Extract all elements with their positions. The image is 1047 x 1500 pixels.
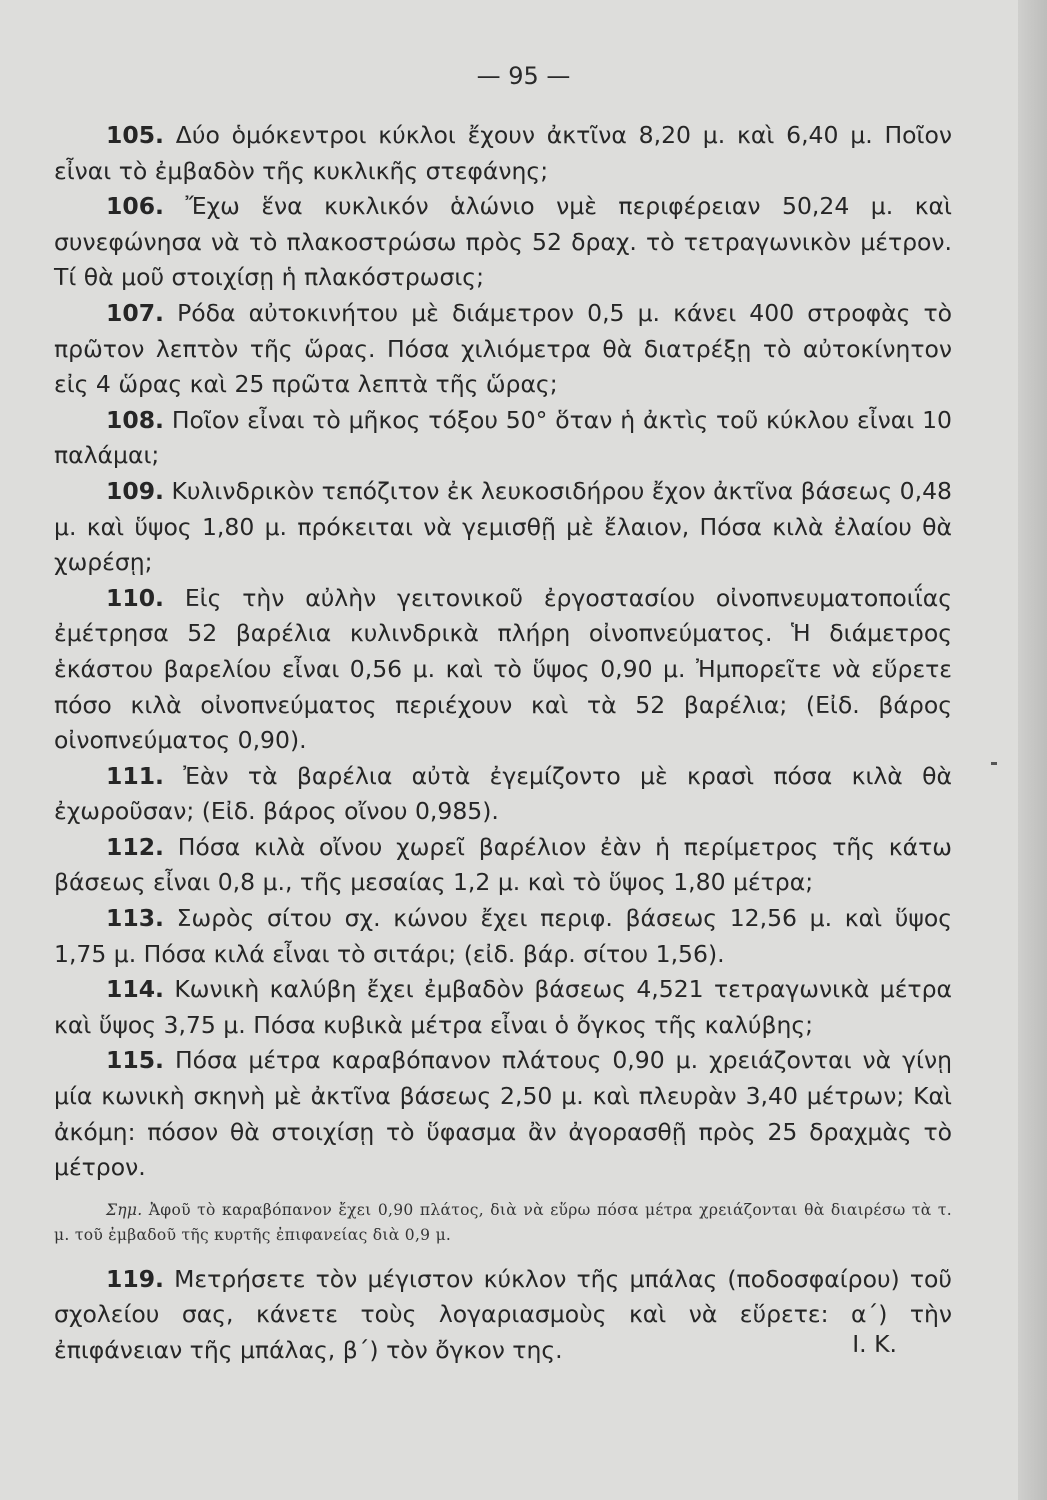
footnote-text: Ἀφοῦ τὸ καραβόπανον ἔχει 0,90 πλάτος, διὰ νὰ εὕρω πόσα μέτρα χρειάζονται θὰ διαιρέσω τὰ τ. μ. τοῦ ἐμβαδοῦ τῆς κυρτῆς ἐπιφανείας διὰ 0,9 μ. [54,1200,952,1244]
problem-110 [54,581,952,759]
problem-105 [54,118,952,189]
problem-115 [54,1043,952,1185]
problem-text: Ποῖον εἶναι τὸ μῆκος τόξου 50° ὅταν ἡ ἀκτὶς τοῦ κύκλου εἶναι 10 παλάμαι; [54,405,952,470]
problem-number: 113. [106,904,164,933]
problem-number: 115. [106,1046,164,1075]
problem-text: Πόσα μέτρα καραβόπανον πλάτους 0,90 μ. χρειάζονται νὰ γίνῃ μία κωνικὴ σκηνὴ μὲ ἀκτῖνα βάσεως 2,50 μ. καὶ πλευρὰν 3,40 μέτρων; Καὶ ἀκόμη: πόσον θὰ στοιχίσῃ τὸ ὕφασμα ἂν ἀγορασθῇ πρὸς 25 δραχμὰς τὸ μέτρον. [54,1046,952,1182]
problem-text: Κωνικὴ καλύβη ἔχει ἐμβαδὸν βάσεως 4,521 τετραγωνικὰ μέτρα καὶ ὕψος 3,75 μ. Πόσα κυβικὰ μέτρα εἶναι ὁ ὄγκος τῆς καλύβης; [54,975,952,1039]
page-number: — 95 — [476,62,571,90]
problem-text: Μετρήσετε τὸν μέγιστον κύκλον τῆς μπάλας (ποδοσφαίρου) τοῦ σχολείου σας, κάνετε τοὺς λογαριασμοὺς καὶ νὰ εὕρετε: α΄) τὴν ἐπιφάνειαν τῆς μπάλας, β΄) τὸν ὄγκον της. [54,1264,952,1364]
footnote-label: Σημ. [106,1200,143,1219]
footnote [54,1198,952,1248]
print-speck [991,762,997,765]
page-body [54,118,952,1369]
problem-119 [54,1262,952,1369]
problem-number: 119. [106,1264,164,1293]
author-initials: Ι. Κ. [852,1330,897,1358]
problem-113 [54,901,952,972]
problem-112 [54,830,952,901]
problem-106 [54,189,952,296]
problem-number: 108. [106,405,164,434]
problem-text: Ρόδα αὐτοκινήτου μὲ διάμετρον 0,5 μ. κάνει 400 στροφὰς τὸ πρῶτον λεπτὸν τῆς ὥρας. Πόσα χιλιόμετρα θὰ διατρέξῃ τὸ αὐτοκίνητον εἰς 4 ὥρας καὶ 25 πρῶτα λεπτὰ τῆς ὥρας; [54,298,952,399]
problem-text: Ἔχω ἕνα κυκλικόν ἁλώνιο νμὲ περιφέρειαν 50,24 μ. καὶ συνεφώνησα νὰ τὸ πλακοστρώσω πρὸς 52 δραχ. τὸ τετραγωνικὸν μέτρον. Τί θὰ μοῦ στοιχίσῃ ἡ πλακόστρωσις; [54,192,952,292]
problem-number: 109. [106,476,164,505]
problem-text: Σωρὸς σίτου σχ. κώνου ἔχει περιφ. βάσεως 12,56 μ. καὶ ὕψος 1,75 μ. Πόσα κιλά εἶναι τὸ σιτάρι; (εἰδ. βάρ. σίτου 1,56). [54,904,952,968]
problem-number: 112. [106,832,164,861]
page-fold-shadow [1018,0,1047,1500]
problem-number: 114. [106,975,164,1004]
problem-text: Δύο ὁμόκεντροι κύκλοι ἔχουν ἀκτῖνα 8,20 μ. καὶ 6,40 μ. Ποῖον εἶναι τὸ ἐμβαδὸν τῆς κυκλικῆς στεφάνης; [54,121,952,185]
problem-number: 105. [106,121,164,149]
problem-number: 110. [106,583,164,612]
problem-text: Εἰς τὴν αὐλὴν γειτονικοῦ ἐργοστασίου οἰνοπνευματοποιΐας ἐμέτρησα 52 βαρέλια κυλινδρικὰ πλήρη οἰνοπνεύματος. Ἡ διάμετρος ἑκάστου βαρελίου εἶναι 0,56 μ. καὶ τὸ ὕψος 0,90 μ. Ἠμπορεῖτε νὰ εὕρετε πόσο κιλὰ οἰνοπνεύματος περιέχουν καὶ τὰ 52 βαρέλια; (Εἰδ. βάρος οἰνοπνεύματος 0,90). [54,583,952,755]
problem-109 [54,474,952,581]
problem-111 [54,759,952,830]
problem-107 [54,296,952,403]
problem-number: 106. [106,192,164,221]
problem-text: Ἐὰν τὰ βαρέλια αὐτὰ ἐγεμίζοντο μὲ κρασὶ πόσα κιλὰ θὰ ἐχωροῦσαν; (Εἰδ. βάρος οἴνου 0,985). [54,761,952,826]
problem-number: 111. [106,761,164,790]
problem-number: 107. [106,298,164,327]
problem-108 [54,403,952,474]
problem-text: Πόσα κιλὰ οἴνου χωρεῖ βαρέλιον ἐὰν ἡ περίμετρος τῆς κάτω βάσεως εἶναι 0,8 μ., τῆς μεσαίας 1,2 μ. καὶ τὸ ὕψος 1,80 μέτρα; [54,832,952,897]
problem-114 [54,972,952,1043]
problem-text: Κυλινδρικὸν τεπόζιτον ἐκ λευκοσιδήρου ἔχον ἀκτῖνα βάσεως 0,48 μ. καὶ ὕψος 1,80 μ. πρόκειται νὰ γεμισθῇ μὲ ἔλαιον, Πόσα κιλὰ ἐλαίου θὰ χωρέσῃ; [54,476,952,577]
